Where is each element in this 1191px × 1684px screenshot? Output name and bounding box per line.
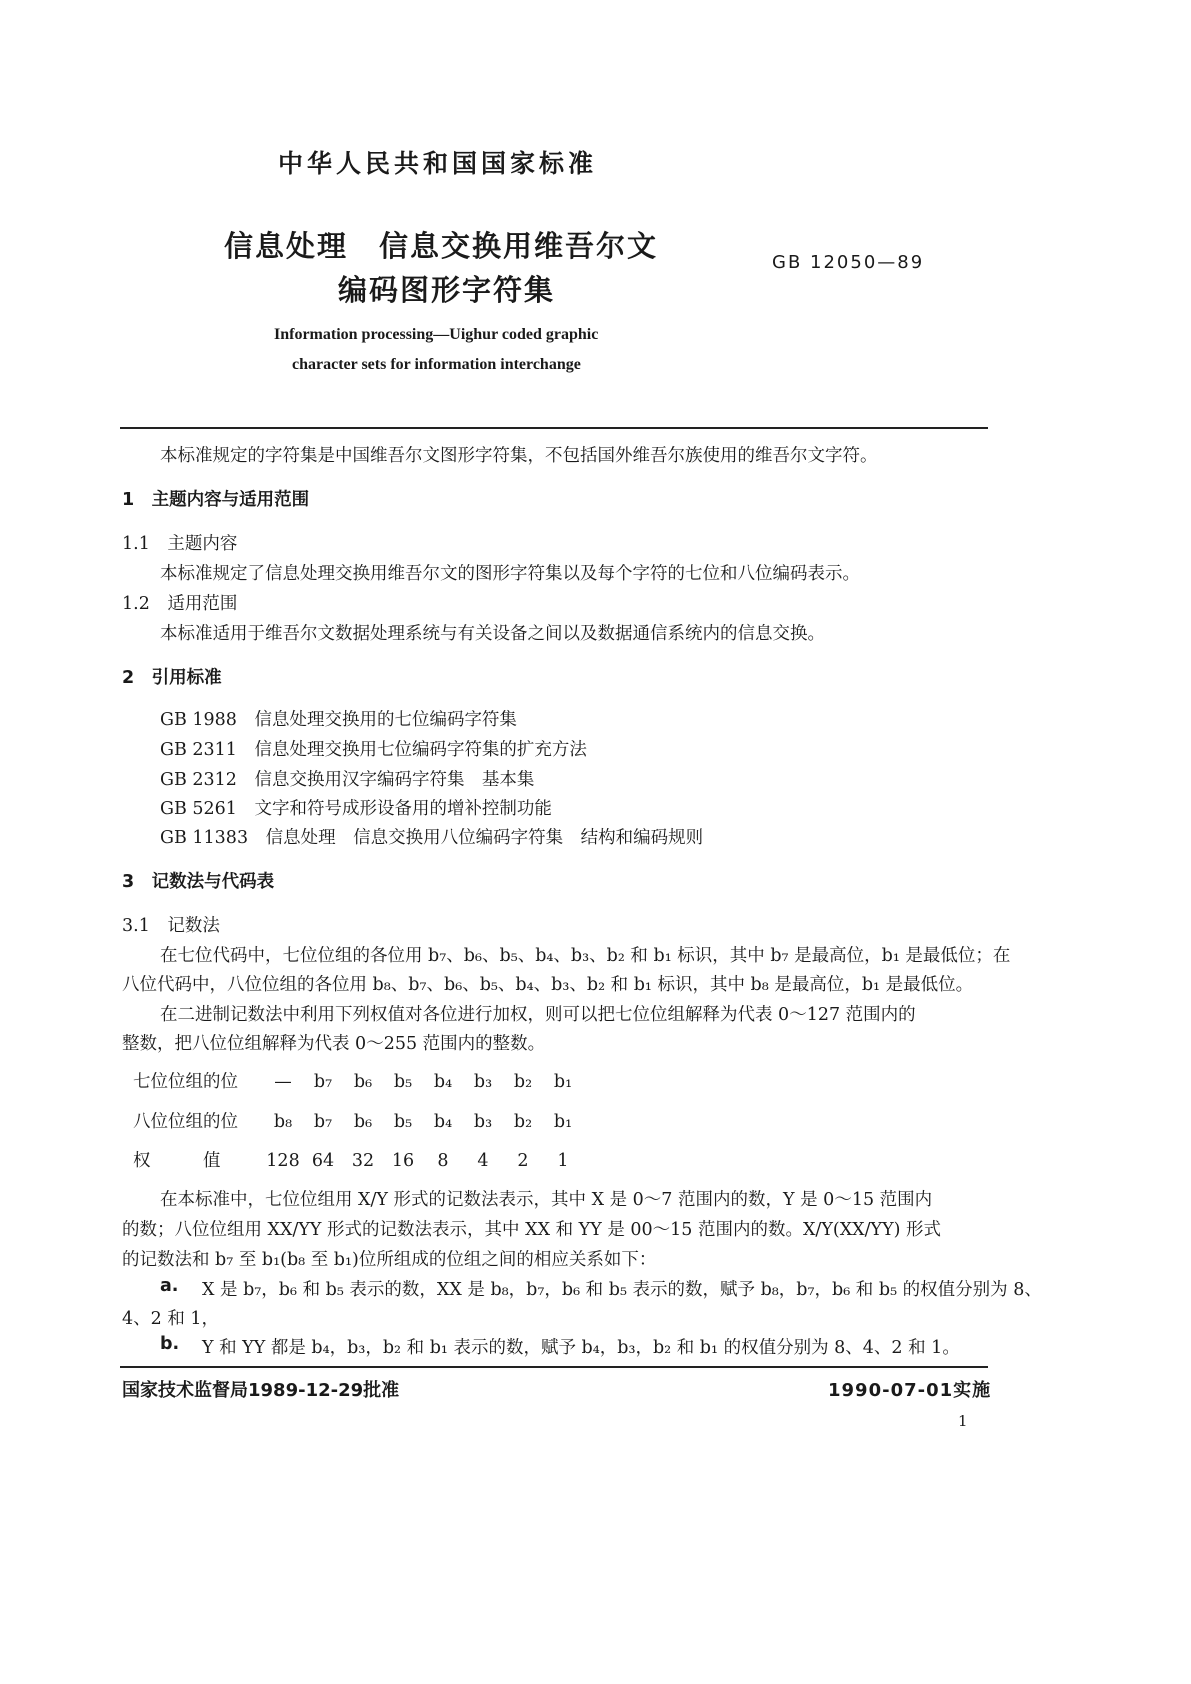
- cell: 16: [391, 1151, 415, 1171]
- cell: b₁: [553, 1072, 573, 1092]
- paragraph-line: 的数；八位位组用 XX/YY 形式的记数法表示，其中 XX 和 YY 是 00～15 范围内的数。X/Y(XX/YY) 形式: [122, 1220, 942, 1240]
- cell: b₅: [393, 1112, 413, 1132]
- cell: 128: [266, 1151, 300, 1171]
- cell: b₆: [353, 1112, 373, 1132]
- intro-text: 本标准规定的字符集是中国维吾尔文图形字符集，不包括国外维吾尔族使用的维吾尔文字符。: [160, 446, 878, 466]
- cell: b₈: [273, 1112, 293, 1132]
- section-1-1-text: 本标准规定了信息处理交换用维吾尔文的图形字符集以及每个字符的七位和八位编码表示。: [160, 564, 860, 584]
- cell: b₂: [513, 1112, 533, 1132]
- title-line-1: 信息处理 信息交换用维吾尔文: [224, 229, 659, 263]
- header-rule: [120, 427, 988, 429]
- cell: b₇: [313, 1112, 333, 1132]
- paragraph-line: 的记数法和 b₇ 至 b₁(b₈ 至 b₁)位所组成的位组之间的相应关系如下：: [122, 1250, 657, 1270]
- cell: b₆: [353, 1072, 373, 1092]
- section-2-heading: 2 引用标准: [122, 668, 222, 688]
- section-1-heading: 1 主题内容与适用范围: [122, 490, 310, 510]
- paragraph-line: 在本标准中，七位位组用 X/Y 形式的记数法表示，其中 X 是 0～7 范围内的数，Y 是 0～15 范围内: [160, 1190, 933, 1210]
- cell: b₄: [433, 1072, 453, 1092]
- english-title-line-2: character sets for information interchange: [292, 356, 581, 373]
- paragraph-line: 在二进制记数法中利用下列权值对各位进行加权，则可以把七位位组解释为代表 0～127 范围内的: [160, 1005, 916, 1025]
- section-1-2-heading: 1.2 适用范围: [122, 594, 238, 614]
- cell: b₁: [553, 1112, 573, 1132]
- section-3-1-heading: 3.1 记数法: [122, 916, 220, 936]
- effective-date: 1990-07-01实施: [828, 1380, 992, 1401]
- cell: 1: [557, 1151, 569, 1171]
- english-title-line-1: Information processing—Uighur coded graphic: [274, 326, 599, 343]
- row-label: 八位位组的位: [133, 1112, 238, 1132]
- paragraph-line: 八位代码中，八位位组的各位用 b₈、b₇、b₆、b₅、b₄、b₃、b₂ 和 b₁ 标识，其中 b₈ 是最高位，b₁ 是最低位。: [122, 975, 974, 995]
- paragraph-line: 整数，把八位位组解释为代表 0～255 范围内的整数。: [122, 1034, 546, 1054]
- cell: 64: [311, 1151, 335, 1171]
- row-label: 权 值: [133, 1151, 221, 1171]
- national-standard-label: 中华人民共和国国家标准: [278, 149, 598, 178]
- cell: b₄: [433, 1112, 453, 1132]
- cell: 4: [477, 1151, 489, 1171]
- item-b-label: b.: [160, 1334, 180, 1354]
- cell: b₇: [313, 1072, 333, 1092]
- cell: b₃: [473, 1112, 493, 1132]
- cell: 32: [351, 1151, 375, 1171]
- item-b-text: Y 和 YY 都是 b₄，b₃，b₂ 和 b₁ 表示的数，赋予 b₄，b₃，b₂ 和 b₁ 的权值分别为 8、4、2 和 1。: [202, 1338, 960, 1358]
- paragraph-line: 在七位代码中，七位位组的各位用 b₇、b₆、b₅、b₄、b₃、b₂ 和 b₁ 标识，其中 b₇ 是最高位，b₁ 是最低位；在: [160, 946, 1011, 966]
- cell: b₅: [393, 1072, 413, 1092]
- cell: b₃: [473, 1072, 493, 1092]
- item-a-text-continued: 4、2 和 1，: [122, 1309, 220, 1329]
- reference-item: GB 2311 信息处理交换用七位编码字符集的扩充方法: [160, 740, 587, 760]
- weight-table-row: [133, 1108, 583, 1133]
- title-line-2: 编码图形字符集: [338, 273, 556, 307]
- weight-table-row: [133, 1147, 583, 1172]
- reference-item: GB 1988 信息处理交换用的七位编码字符集: [160, 710, 517, 730]
- footer-rule: [120, 1366, 988, 1368]
- cell: —: [274, 1072, 292, 1092]
- reference-item: GB 5261 文字和符号成形设备用的增补控制功能: [160, 799, 552, 819]
- section-1-1-heading: 1.1 主题内容: [122, 534, 238, 554]
- approval-date: 国家技术监督局1989-12-29批准: [122, 1380, 400, 1401]
- page-number: 1: [958, 1412, 968, 1430]
- cell: b₂: [513, 1072, 533, 1092]
- section-1-2-text: 本标准适用于维吾尔文数据处理系统与有关设备之间以及数据通信系统内的信息交换。: [160, 624, 825, 644]
- reference-item: GB 2312 信息交换用汉字编码字符集 基本集: [160, 770, 535, 790]
- cell: 2: [517, 1151, 529, 1171]
- item-a-text: X 是 b₇，b₆ 和 b₅ 表示的数，XX 是 b₈，b₇，b₆ 和 b₅ 表示的数，赋予 b₈，b₇，b₆ 和 b₅ 的权值分别为 8、: [202, 1280, 1042, 1300]
- row-label: 七位位组的位: [133, 1072, 238, 1092]
- item-a-label: a.: [160, 1276, 179, 1296]
- cell: 8: [437, 1151, 449, 1171]
- section-3-heading: 3 记数法与代码表: [122, 872, 275, 892]
- reference-item: GB 11383 信息处理 信息交换用八位编码字符集 结构和编码规则: [160, 828, 704, 848]
- weight-table-row: [133, 1068, 583, 1093]
- standard-code: GB 12050—89: [772, 252, 925, 273]
